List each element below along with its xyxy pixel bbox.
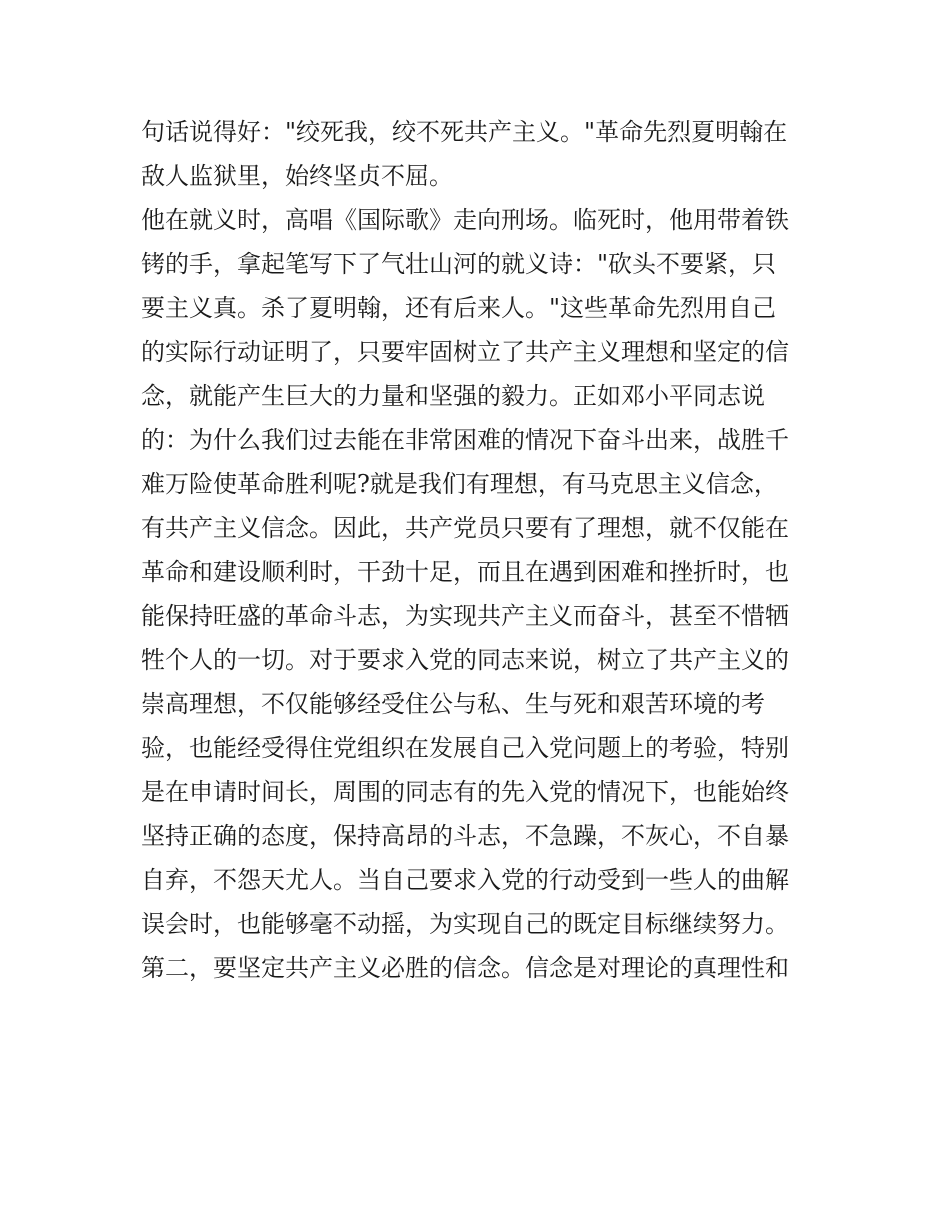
text-line-20: 第二，要坚定共产主义必胜的信念。信念是对理论的真理性和 (141, 954, 789, 982)
text-line-1: 句话说得好："绞死我，绞不死共产主义。"革命先烈夏明翰在 (141, 118, 788, 146)
text-line-5: 要主义真。杀了夏明翰，还有后来人。"这些革命先烈用自己 (141, 294, 777, 322)
text-line-17: 坚持正确的态度，保持高昂的斗志，不急躁，不灰心，不自暴 (141, 822, 789, 850)
text-line-3: 他在就义时，高唱《国际歌》走向刑场。临死时，他用带着铁 (141, 206, 789, 234)
text-line-12: 能保持旺盛的革命斗志，为实现共产主义而奋斗，甚至不惜牺 (141, 602, 789, 630)
text-line-9: 难万险使革命胜利呢?就是我们有理想，有马克思主义信念， (141, 470, 778, 498)
text-line-15: 验，也能经受得住党组织在发展自己入党问题上的考验，特别 (141, 734, 789, 762)
text-line-2: 敌人监狱里，始终坚贞不屈。 (141, 162, 453, 190)
body-text (141, 110, 821, 990)
text-line-10: 有共产主义信念。因此，共产党员只要有了理想，就不仅能在 (141, 514, 789, 542)
text-line-18: 自弃，不怨天尤人。当自己要求入党的行动受到一些人的曲解 (141, 866, 789, 894)
text-line-19: 误会时，也能够毫不动摇，为实现自己的既定目标继续努力。 (141, 910, 789, 938)
text-line-13: 牲个人的一切。对于要求入党的同志来说，树立了共产主义的 (141, 646, 789, 674)
text-line-8: 的：为什么我们过去能在非常困难的情况下奋斗出来，战胜千 (141, 426, 789, 454)
text-line-4: 铐的手，拿起笔写下了气壮山河的就义诗："砍头不要紧，只 (141, 250, 777, 278)
text-line-16: 是在申请时间长，周围的同志有的先入党的情况下，也能始终 (141, 778, 789, 806)
text-line-6: 的实际行动证明了，只要牢固树立了共产主义理想和坚定的信 (141, 338, 789, 366)
text-line-7: 念，就能产生巨大的力量和坚强的毅力。正如邓小平同志说 (141, 382, 765, 410)
text-line-11: 革命和建设顺利时，干劲十足，而且在遇到困难和挫折时，也 (141, 558, 789, 586)
text-line-14: 崇高理想，不仅能够经受住公与私、生与死和艰苦环境的考 (141, 690, 765, 718)
